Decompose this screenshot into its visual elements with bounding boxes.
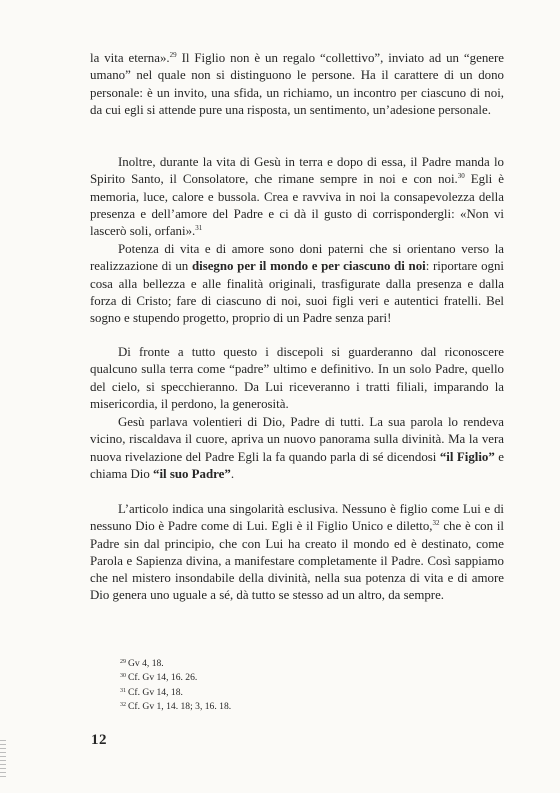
footnote <box>120 657 231 671</box>
scan-edge-marks <box>0 740 6 790</box>
bold-text: “il suo Padre” <box>153 466 231 481</box>
footnote-reference: 30 <box>457 172 465 181</box>
footnotes <box>120 657 231 715</box>
text-run: Egli è memoria, luce, calore e bussola. Crea e ravviva in noi la consapevolezza della presenza e dell’amore del Padre e ci dà il gusto di corrispondergli: «Non vi lascerò soli, orfani». <box>90 172 504 239</box>
footnote-text: Cf. Gv 14, 18. <box>128 686 183 698</box>
footnote-reference: 32 <box>432 519 440 528</box>
footnote-number: 29 <box>120 659 126 665</box>
text-run: Di fronte a tutto questo i discepoli si guarderanno dal riconoscere qualcuno sulla terra come “padre” ultimo e definitivo. In un solo Padre, quello del cielo, si specchieranno. Da Lui riceveranno i tratti filiali, imparando la misericordia, il perdono, la generosità. <box>90 345 504 411</box>
text-run: : riportare ogni cosa alla bellezza e alle finalità originali, trasfigurate dalla presenza e dalla forza di Cristo; fare di ciascuno di noi, suoi figli veri e autentici fratelli. Bel sogno e stupendo progetto, proprio di un Padre senza pari! <box>90 259 504 326</box>
footnote-text: Cf. Gv 14, 16. 26. <box>128 672 198 684</box>
footnote-reference: 31 <box>195 224 203 233</box>
footnote-number: 32 <box>120 702 126 709</box>
footnote-reference: 29 <box>169 51 177 59</box>
text-run: e chiama Dio <box>90 449 504 481</box>
text-run: la vita eterna». <box>90 51 170 65</box>
paragraph-disciples <box>90 344 504 413</box>
text-run: Inoltre, durante la vita di Gesù in terra e dopo di essa, il Padre manda lo Spirito Santo, il Consolatore, che rimane sempre in noi e con noi. <box>90 155 504 187</box>
footnote-text: Gv 4, 18. <box>128 658 164 669</box>
footnote <box>120 686 231 700</box>
bold-text: “il Figlio” <box>439 449 495 464</box>
bold-text: disegno per il mondo e per ciascuno di noi <box>191 259 426 274</box>
text-run: Gesù parlava volentieri di Dio, Padre di tutti. La sua parola lo rendeva vicino, riscaldava il cuore, apriva un nuovo panorama sulla divinità. Ma la vera nuova rivelazione del Padre Egli la fa quando parla di sé dicendosi <box>90 415 504 464</box>
text-run: . <box>230 466 235 481</box>
text-run: Il Figlio non è un regalo “collettivo”, inviato ad un “genere umano” nel quale non si distinguono le persone. Ha il carattere di un dono personale: è un invito, una sfida, un richiamo, un incontro per ciascuno di noi, da cui egli si attende pure una risposta, un sentimento, un’adesione personale. <box>90 51 504 117</box>
text-run: L’articolo indica una singolarità esclusiva. Nessuno è figlio come Lui e di nessuno Dio è Padre come di Lui. Egli è il Figlio Unico e diletto, <box>90 502 504 534</box>
paragraph-continuation <box>90 50 504 119</box>
paragraph-article <box>90 501 504 605</box>
footnote <box>120 700 231 714</box>
text-run: che è con il Padre sin dal principio, che con Lui ha creato il mondo ed è destinato, come Parola e Sapienza divina, a manifestare completamente il Padre. Così sappiamo che nel mistero insondabile della divinità, nella sua potenza di vita e di amore Dio genera uno uguale a sé, dà tutto se stesso ad un altro, da sempre. <box>90 519 504 603</box>
footnote-number: 31 <box>120 687 126 694</box>
footnote <box>120 671 231 685</box>
footnote-text: Cf. Gv 1, 14. 18; 3, 16. 18. <box>128 701 232 713</box>
paragraph-holy-spirit <box>90 154 504 240</box>
paragraph-jesus-spoke <box>90 414 504 483</box>
page-number: 12 <box>91 732 107 748</box>
footnote-number: 30 <box>120 673 126 680</box>
paragraph-design <box>90 241 504 327</box>
text-run: Potenza di vita e di amore sono doni paterni che si orientano verso la realizzazione di un <box>90 242 504 274</box>
